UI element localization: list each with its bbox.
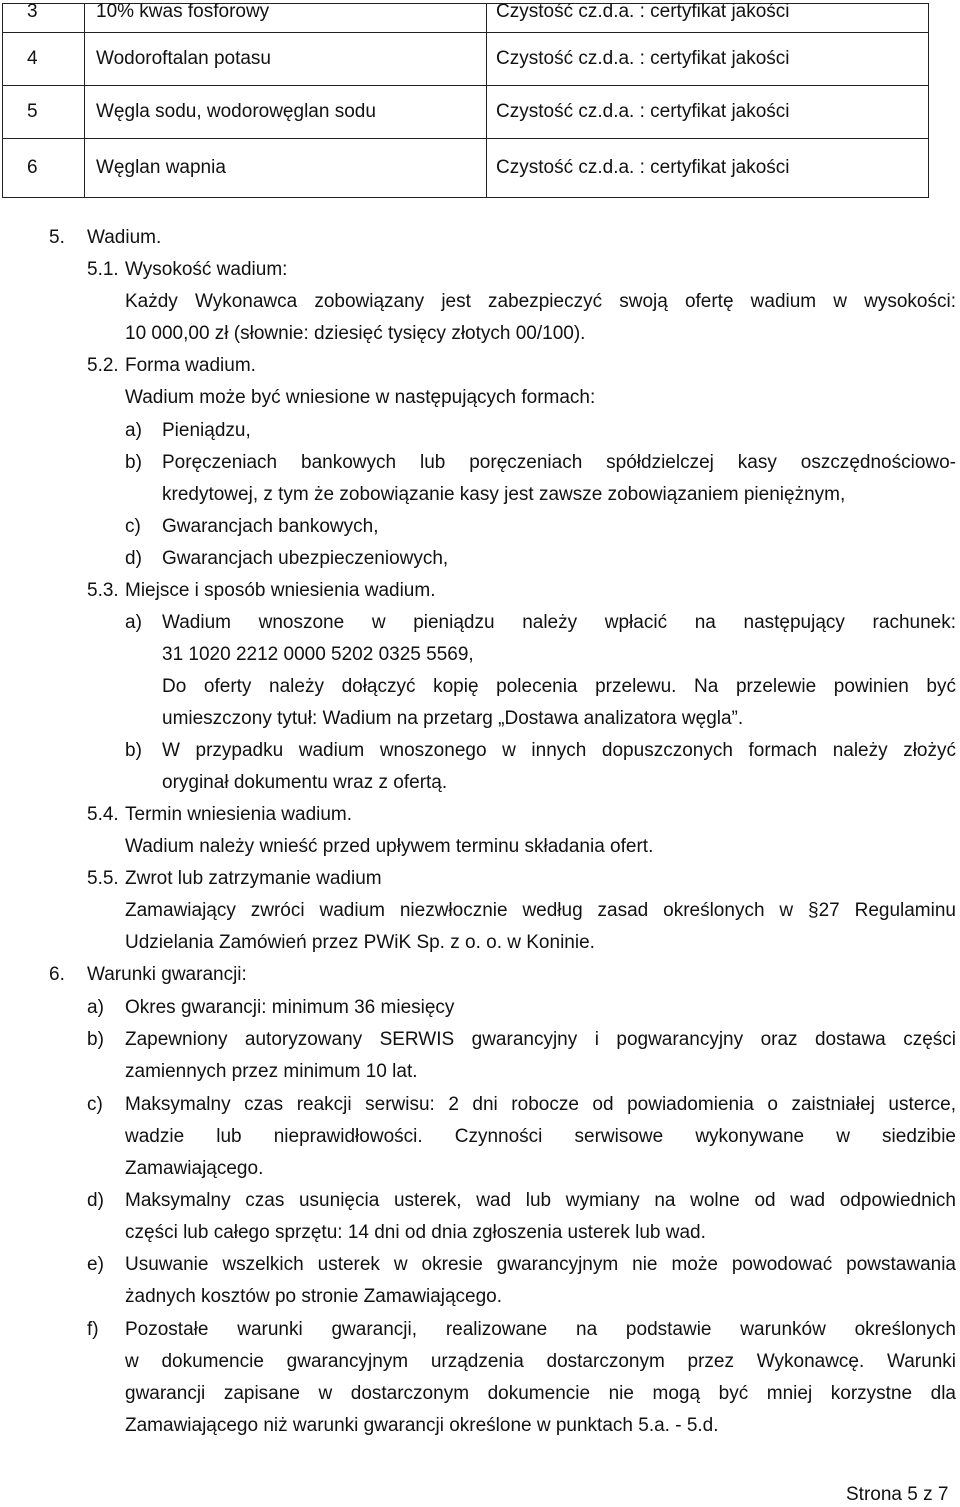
list-label: c): [125, 516, 141, 537]
reagent-name: Węglan wapnia: [96, 157, 226, 178]
list-item: w dokumencie gwarancyjnym urządzenia dostarczonym przez Wykonawcę. Warunki: [125, 1351, 956, 1372]
section-5-3-title: Miejsce i sposób wniesienia wadium.: [125, 580, 436, 601]
section-5-5-text: Udzielania Zamówień przez PWiK Sp. z o. o. w Koninie.: [125, 932, 595, 953]
section-5-1-text: 10 000,00 zł (słownie: dziesięć tysięcy złotych 00/100).: [125, 323, 586, 344]
section-5-2-intro: Wadium może być wniesione w następujących formach:: [125, 387, 596, 408]
section-6-title: Warunki gwarancji:: [87, 964, 247, 985]
list-item: Usuwanie wszelkich usterek w okresie gwarancyjnym nie może powodować powstawania: [125, 1254, 956, 1275]
reagents-table: [2, 3, 929, 198]
table-row: [3, 4, 929, 33]
section-5-1-text: Każdy Wykonawca zobowiązany jest zabezpieczyć swoją ofertę wadium w wysokości:: [125, 291, 956, 312]
row-number: 6: [27, 157, 38, 178]
list-label: d): [87, 1190, 104, 1211]
section-5-4-title: Termin wniesienia wadium.: [125, 804, 353, 825]
list-label: a): [87, 997, 104, 1018]
section-5-4-number: 5.4.: [87, 804, 119, 825]
reagent-name: 10% kwas fosforowy: [96, 1, 270, 22]
list-label: b): [87, 1029, 104, 1050]
list-item: Gwarancjach bankowych,: [162, 516, 379, 537]
row-number: 4: [27, 48, 38, 69]
bank-account-number: 31 1020 2212 0000 5202 0325 5569,: [162, 644, 474, 665]
list-item: Wadium wnoszone w pieniądzu należy wpłacić na następujący rachunek:: [162, 612, 956, 633]
list-label: e): [87, 1254, 104, 1275]
table-row: [3, 86, 929, 139]
list-label: a): [125, 420, 142, 441]
section-5-2-title: Forma wadium.: [125, 355, 256, 376]
row-number: 5: [27, 101, 38, 122]
list-item: Pozostałe warunki gwarancji, realizowane na podstawie warunków określonych: [125, 1319, 956, 1340]
purity-requirement: Czystość cz.d.a. : certyfikat jakości: [496, 157, 790, 178]
section-5-5-text: Zamawiający zwróci wadium niezwłocznie według zasad określonych w §27 Regulaminu: [125, 900, 956, 921]
list-item: wadzie lub nieprawidłowości. Czynności serwisowe wykonywane w siedzibie: [125, 1126, 956, 1147]
purity-requirement: Czystość cz.d.a. : certyfikat jakości: [496, 101, 790, 122]
section-6-number: 6.: [49, 964, 65, 985]
row-number: 3: [27, 1, 38, 22]
section-5-number: 5.: [49, 227, 65, 248]
list-item: umieszczony tytuł: Wadium na przetarg „Dostawa analizatora węgla”.: [162, 708, 744, 729]
table-row: [3, 33, 929, 86]
section-5-2-number: 5.2.: [87, 355, 119, 376]
section-5-5-title: Zwrot lub zatrzymanie wadium: [125, 868, 382, 889]
list-item: Maksymalny czas usunięcia usterek, wad lub wymiany na wolne od wad odpowiednich: [125, 1190, 956, 1211]
list-item: zamiennych przez minimum 10 lat.: [125, 1061, 418, 1082]
list-item: Zamawiającego niż warunki gwarancji określone w punktach 5.a. - 5.d.: [125, 1415, 719, 1436]
purity-requirement: Czystość cz.d.a. : certyfikat jakości: [496, 48, 790, 69]
list-label: a): [125, 612, 142, 633]
purity-requirement: Czystość cz.d.a. : certyfikat jakości: [496, 1, 790, 22]
list-item: W przypadku wadium wnoszonego w innych dopuszczonych formach należy złożyć: [162, 740, 956, 761]
list-item: części lub całego sprzętu: 14 dni od dnia zgłoszenia usterek lub wad.: [125, 1222, 706, 1243]
list-item: Maksymalny czas reakcji serwisu: 2 dni robocze od powiadomienia o zaistniałej usterce,: [125, 1094, 956, 1115]
table-row: [3, 139, 929, 198]
reagent-name: Węgla sodu, wodorowęglan sodu: [96, 101, 376, 122]
list-label: d): [125, 548, 142, 569]
list-label: b): [125, 452, 142, 473]
list-item: oryginał dokumentu wraz z ofertą.: [162, 772, 448, 793]
list-item: gwarancji zapisane w dostarczonym dokumencie nie mogą być mniej korzystne dla: [125, 1383, 956, 1404]
list-label: c): [87, 1094, 103, 1115]
section-5-5-number: 5.5.: [87, 868, 119, 889]
list-item: żadnych kosztów po stronie Zamawiającego.: [125, 1286, 503, 1307]
list-item: Zapewniony autoryzowany SERWIS gwarancyjny i pogwarancyjny oraz dostawa części: [125, 1029, 956, 1050]
section-5-title: Wadium.: [87, 227, 162, 248]
list-item: Pieniądzu,: [162, 420, 251, 441]
section-5-1-title: Wysokość wadium:: [125, 259, 288, 280]
list-item: kredytowej, z tym że zobowiązanie kasy jest zawsze zobowiązaniem pieniężnym,: [162, 484, 846, 505]
page-number: Strona 5 z 7: [846, 1484, 949, 1505]
list-item: Zamawiającego.: [125, 1158, 264, 1179]
reagent-name: Wodoroftalan potasu: [96, 48, 271, 69]
list-label: b): [125, 740, 142, 761]
list-label: f): [87, 1319, 99, 1340]
list-item: Okres gwarancji: minimum 36 miesięcy: [125, 997, 455, 1018]
list-item: Gwarancjach ubezpieczeniowych,: [162, 548, 449, 569]
list-item: Do oferty należy dołączyć kopię polecenia przelewu. Na przelewie powinien być: [162, 676, 956, 697]
section-5-3-number: 5.3.: [87, 580, 119, 601]
list-item: Poręczeniach bankowych lub poręczeniach spółdzielczej kasy oszczędnościowo-: [162, 452, 956, 473]
section-5-4-text: Wadium należy wnieść przed upływem terminu składania ofert.: [125, 836, 654, 857]
section-5-1-number: 5.1.: [87, 259, 119, 280]
